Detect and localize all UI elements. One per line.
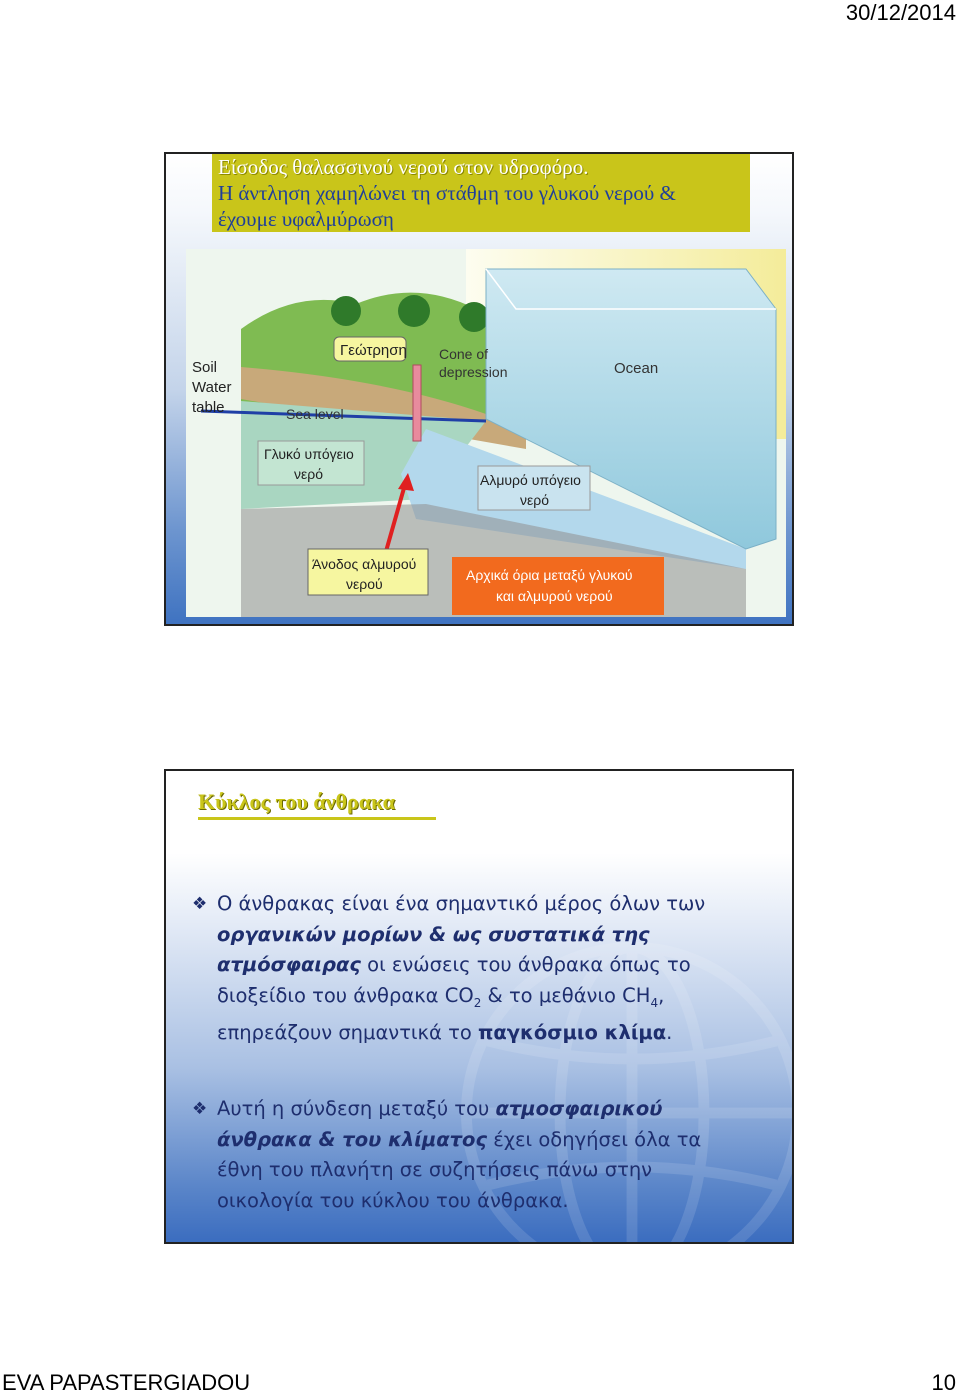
well-icon — [413, 365, 421, 441]
subscript: 4 — [650, 995, 659, 1010]
slide-body — [166, 853, 792, 1244]
text: Αυτή η σύνδεση μεταξύ του — [217, 1097, 496, 1120]
text: , — [658, 983, 665, 1007]
label-fresh-2: νερό — [294, 466, 323, 482]
bullet-paragraph-2 — [192, 1094, 752, 1216]
label-salt-2: νερό — [520, 492, 549, 508]
text: οι ενώσεις του άνθρακα όπως το — [360, 953, 691, 976]
label-boundary-1: Αρχικά όρια μεταξύ γλυκού — [466, 567, 633, 583]
label-cone-1: Cone of — [439, 346, 489, 362]
text: διοξείδιο του άνθρακα CO — [217, 983, 474, 1007]
slide-title: Κύκλος του άνθρακα — [198, 789, 436, 820]
title-line-3: έχουμε υφαλμύρωση — [218, 207, 394, 231]
slide-seawater-intrusion — [164, 152, 794, 626]
text: έχει οδηγήσει όλα τα — [487, 1127, 702, 1151]
subscript: 2 — [473, 995, 482, 1010]
slide-carbon-cycle — [164, 769, 794, 1244]
label-well: Γεώτρηση — [340, 342, 407, 359]
label-water: Water — [192, 379, 232, 396]
text: επηρεάζουν σημαντικά το — [217, 1020, 478, 1044]
text-emphasis: ατμοσφαιρικού — [495, 1097, 663, 1120]
label-rise-1: Άνοδος αλμυρού — [312, 556, 417, 572]
diamond-bullet-icon: ❖ — [192, 1099, 208, 1119]
text-emphasis: άνθρακα & του κλίματος — [217, 1127, 488, 1151]
text: & το μεθάνιο CH — [481, 983, 651, 1007]
text-bold: παγκόσμιο κλίμα — [477, 1020, 667, 1044]
text: οικολογία του κύκλου του άνθρακα. — [217, 1188, 569, 1212]
label-salt-1: Αλμυρό υπόγειο — [480, 472, 581, 488]
slide-title — [212, 154, 750, 232]
label-boundary-2: και αλμυρού νερού — [496, 588, 613, 604]
label-cone-2: depression — [439, 364, 508, 380]
label-fresh-1: Γλυκό υπόγειο — [264, 446, 354, 462]
tree-icon — [459, 302, 489, 332]
text: Ο άνθρακας είναι ένα σημαντικό μέρος όλων των — [217, 892, 706, 915]
page-number: 10 — [931, 1370, 956, 1395]
title-line-2: Η άντληση χαμηλώνει τη στάθμη του γλυκού νερού & — [218, 181, 676, 205]
aquifer-diagram — [186, 249, 786, 617]
label-ocean: Ocean — [614, 360, 659, 377]
tree-icon — [331, 296, 361, 326]
label-rise-2: νερού — [346, 576, 383, 592]
text: . — [666, 1020, 673, 1044]
text-emphasis: ατμόσφαιρας — [217, 953, 361, 976]
page-date: 30/12/2014 — [845, 0, 956, 25]
text: έθνη του πλανήτη σε συζητήσεις πάνω στην — [217, 1158, 653, 1181]
diamond-bullet-icon: ❖ — [192, 894, 208, 914]
label-sea-level: Sea level — [286, 406, 344, 422]
title-line-1: Είσοδος θαλασσινού νερού στον υδροφόρο. — [218, 155, 589, 179]
label-table: table — [192, 399, 225, 416]
footer-author: EVA PAPASTERGIADOU — [2, 1370, 251, 1395]
label-soil: Soil — [192, 359, 218, 376]
text-emphasis: οργανικών μορίων & ως συστατικά της — [217, 922, 650, 946]
bullet-paragraph-1 — [192, 889, 752, 1048]
tree-icon — [398, 295, 430, 327]
